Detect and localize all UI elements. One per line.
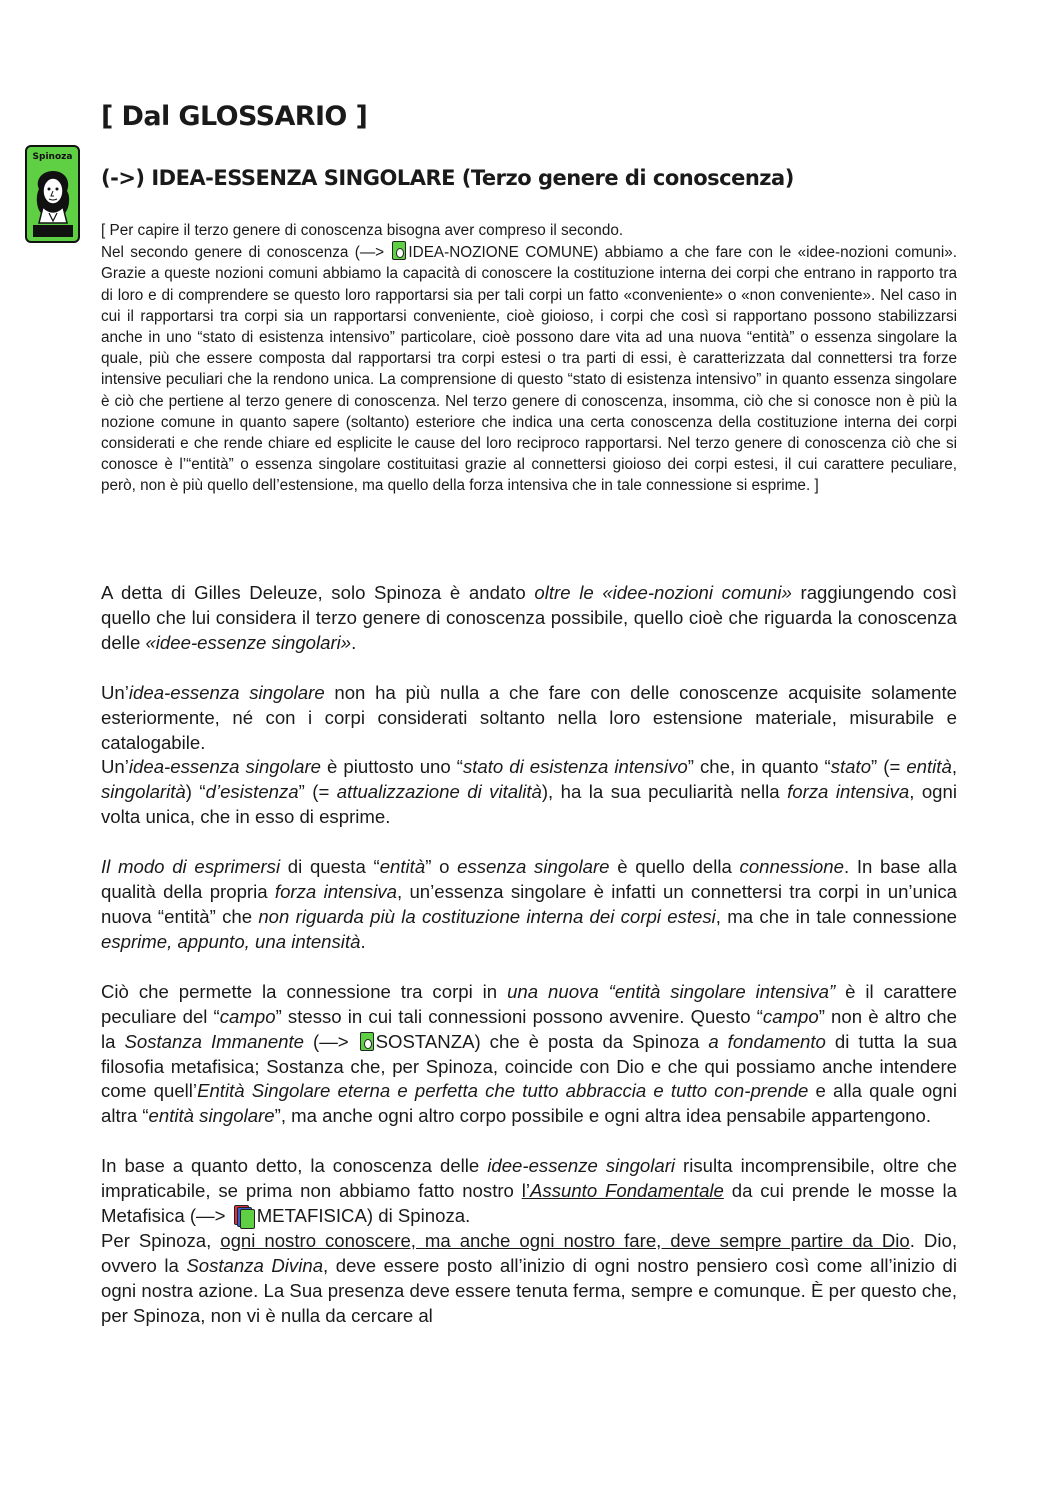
text-run: Un’ [101,681,129,703]
paragraph [101,1229,957,1329]
italic-run: entità singolare [148,1105,275,1127]
text-run: ” o [425,856,458,878]
text-run: ” non è altro che la [101,1005,957,1052]
page-heading: [ Dal GLOSSARIO ] [101,101,368,132]
text-run: ) “ [185,781,206,803]
paragraph [101,681,957,756]
glossary-link-sostanza[interactable]: SOSTANZA [375,1030,475,1052]
text-run: Per Spinoza, [101,1229,221,1251]
italic-run: forza intensiva [274,881,397,903]
text-run: di questa “ [280,856,380,878]
text-run: ” stesso in cui tali connessioni possono avvenire. Questo “ [275,1005,763,1027]
spacer [101,656,957,681]
paragraph [101,980,957,1129]
text-run: da cui prende le mosse la Metafisica (—> [101,1180,957,1227]
italic-run: attualizzazione di vitalità [336,781,542,803]
italic-run: stato [830,756,872,778]
paragraph [101,1154,957,1229]
text-run: ) che è posta da Spinoza [474,1030,709,1052]
text-run: , ogni volta unica, che in esso di esprime. [101,781,957,828]
text-run: . In base alla qualità della propria [101,856,957,903]
italic-run: non riguarda più la costituzione interna dei corpi estesi [258,905,716,927]
intro-note [101,220,957,497]
italic-run: entità [379,856,426,878]
card-stack-icon [234,1205,254,1227]
badge-label: Spinoza [32,152,73,162]
text-run: risulta incomprensibile, oltre che impraticabile, se prima non abbiamo fatto nostro [101,1155,957,1202]
text-run: ), ha la sua peculiarità nella [541,781,788,803]
paragraph [101,755,957,830]
italic-run: singolarità [101,781,186,803]
underlined-run: ogni nostro conoscere, ma anche ogni nostro fare, deve sempre partire da Dio [220,1229,910,1251]
italic-run: a fondamento [708,1030,826,1052]
text-run: ” che, in quanto “ [687,756,831,778]
main-text [101,581,957,1329]
paragraph [101,581,957,656]
italic-run: stato di esistenza intensivo [462,756,688,778]
text-run: , un’essenza singolare è infatti un connettersi tra corpi in un’unica nuova “entità” che [101,881,957,927]
text-run: ” (= [298,781,337,803]
text-run: , [951,756,957,778]
text-run: è quello della [609,856,740,878]
paragraph [101,855,957,955]
intro-paragraph [101,241,957,496]
italic-run: esprime, appunto, una intensità [101,930,361,952]
italic-run: Entità Singolare eterna e perfetta che tutto abbraccia e tutto con-prende [197,1080,809,1102]
glossary-link-idea-nozione-comune[interactable]: IDEA-NOZIONE COMUNE [408,244,594,262]
italic-run: Sostanza Divina [186,1254,324,1276]
italic-run: oltre le «idee-nozioni comuni» [534,582,792,603]
text-run: A detta di Gilles Deleuze, solo Spinoza è andato [101,582,535,603]
intro-line: [ Per capire il terzo genere di conoscenza bisogna aver compreso il secondo. [101,222,624,239]
italic-run: d’esistenza [205,781,299,803]
text-run: raggiungendo così quello che lui considera il terzo genere di conoscenza possibile, quello cioè che riguarda la conoscenza delle [101,582,957,653]
entry-title: (->) IDEA-ESSENZA SINGOLARE (Terzo genere di conoscenza) [101,166,794,190]
text-run: è il carattere peculiare del “ [101,980,957,1027]
spacer [101,830,957,855]
italic-run: campo [219,1005,276,1027]
italic-run: «idee-essenze singolari» [145,631,352,653]
text-run: . [351,631,357,653]
assunto-fondamentale-link[interactable] [522,1180,724,1201]
text-run: . [360,930,366,952]
italic-run: Sostanza Immanente [124,1030,305,1052]
text-run: ) abbiamo a che fare con le «idee-nozioni comuni». Grazie a queste nozioni comuni abbiamo la capacità di conoscere la costituzione interna dei corpi che entrano in rapporto tra di loro e di comprendere se questo loro rapportarsi sia per tali corpi un fatto «conveniente» o «non conveniente». Nel caso in cui il rapportarsi tra corpi sia un rapportarsi conveniente, cioè gioioso, i corpi che così si rapportano possono stabilizzarsi anche in uno “stato di esistenza intensivo” particolare, cioè possono dare vita ad una nuova “entità” o essenza singolare la quale, più che essere composta dal rapportarsi tra corpi estesi o tra parti di essi, è caratterizzata dal connettersi tra forze intensive peculiari che la rendono unica. La comprensione di questo “stato di esistenza intensivo” in quanto essenza singolare è ciò che pertiene al terzo genere di conoscenza. Nel terzo genere di conoscenza, insomma, ciò che si conosce non è più la nozione comune in quanto sapere (soltanto) esteriore che indica una certa conoscenza della costituzione interna dei corpi considerati e che rende chiare ed esplicite le cause del loro reciproco rapportarsi. Nel terzo genere di conoscenza ciò che si conosce è l’“entità” o essenza singolare costituitasi grazie al connettersi gioioso dei corpi estesi, il cui carattere peculiare, però, non è più quello dell’estensione, ma quello della forza intensiva che in tale connessione si esprime. ] [101,244,957,495]
italic-run: Il modo di esprimersi [101,856,281,878]
text-run: l’ [521,1180,530,1202]
spacer [101,955,957,980]
text-run: Un’ [101,756,129,778]
text-run: ”, ma anche ogni altro corpo possibile e ogni altra idea pensabile appartengono. [274,1105,932,1127]
text-run: Ciò che permette la connessione tra corpi in [101,980,508,1002]
text-run: ” (= [871,756,907,778]
text-run: è piuttosto uno “ [321,756,463,778]
italic-run: una nuova “entità singolare intensiva” [507,980,836,1002]
text-run: , ma che in tale connessione [715,905,957,927]
italic-run: forza intensiva [787,781,910,803]
italic-run: campo [762,1005,819,1027]
glossary-link-metafisica[interactable]: METAFISICA [256,1205,367,1227]
italic-run: idee-essenze singolari [487,1155,676,1177]
italic-run: essenza singolare [457,856,610,878]
italic-run: idea-essenza singolare [128,756,321,778]
italic-run: entità [906,756,952,778]
text-run: ) di Spinoza. [366,1205,471,1227]
text-run: Nel secondo genere di conoscenza (—> [101,244,391,262]
text-run: In base a quanto detto, la conoscenza delle [101,1155,488,1177]
italic-run: idea-essenza singolare [128,681,325,703]
text-run: , deve essere posto all’inizio di ogni nostro pensiero così come all’inizio di ogni nostra azione. La Sua presenza deve essere tenuta ferma, sempre e comunque. È per questo che, per Spinoza, non vi è nulla da cercare al [101,1254,957,1326]
italic-run: connessione [739,856,844,878]
text-run: e alla quale ogni altra “ [101,1080,957,1127]
spacer [101,1129,957,1154]
spinoza-badge [25,145,80,243]
card-icon [360,1032,374,1051]
italic-run: Assunto Fondamentale [530,1180,724,1202]
text-run: (—> [304,1030,358,1052]
card-icon [392,241,406,260]
text-run: . Dio, ovvero la [101,1229,957,1276]
spinoza-portrait-icon [29,167,77,239]
text-run: di tutta la sua filosofia metafisica; Sostanza che, per Spinoza, coincide con Dio e che qui possiamo anche intendere come quell’ [101,1030,957,1102]
text-run: non ha più nulla a che fare con delle conoscenze acquisite solamente esteriormente, né con i corpi considerati soltanto nella loro estensione materiale, misurabile e catalogabile. [101,681,957,753]
